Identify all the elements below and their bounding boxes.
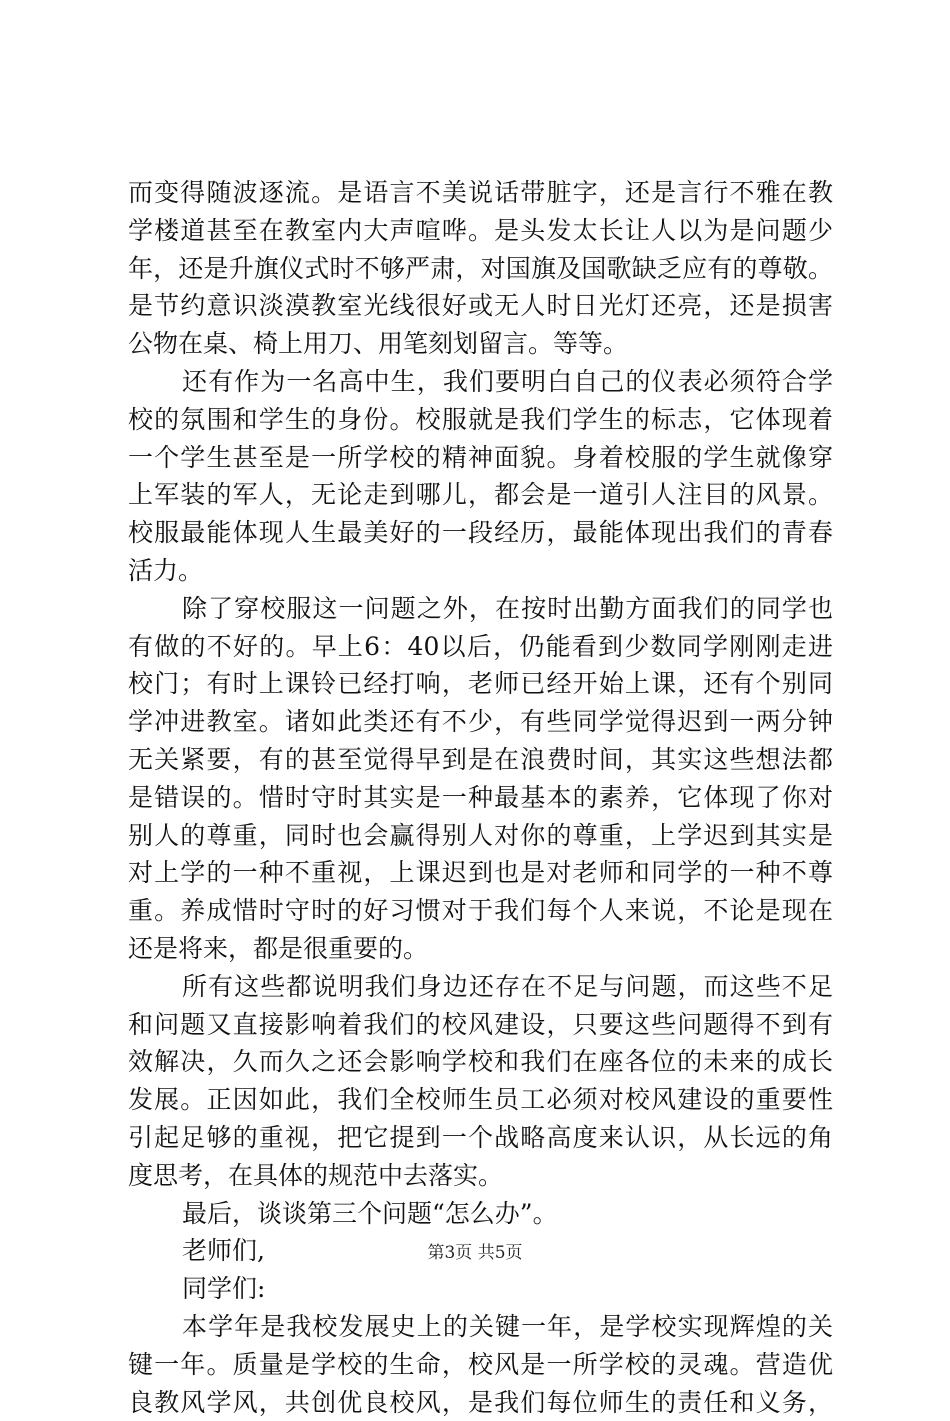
text-line: 对上学的一种不重视，上课迟到也是对老师和同学的一种不尊 — [128, 854, 833, 892]
text-line: 除了穿校服这一问题之外，在按时出勤方面我们的同学也 — [128, 590, 833, 628]
text-line: 还有作为一名高中生，我们要明白自己的仪表必须符合学 — [128, 363, 833, 401]
text-line: 而变得随波逐流。是语言不美说话带脏字，还是言行不雅在教 — [128, 174, 833, 212]
text-line: 老师们, — [128, 1232, 833, 1270]
document-body — [128, 174, 833, 1421]
text-line: 度思考，在具体的规范中去落实。 — [128, 1157, 833, 1195]
text-line: 一个学生甚至是一所学校的精神面貌。身着校服的学生就像穿 — [128, 439, 833, 477]
text-line: 有做的不好的。早上6：40以后，仍能看到少数同学刚刚走进 — [128, 628, 833, 666]
page-footer: 第3页 共5页 — [0, 1242, 950, 1264]
text-line: 无关紧要，有的甚至觉得早到是在浪费时间，其实这些想法都 — [128, 741, 833, 779]
text-line: 最后，谈谈第三个问题“怎么办”。 — [128, 1195, 833, 1233]
text-line: 学冲进教室。诸如此类还有不少，有些同学觉得迟到一两分钟 — [128, 703, 833, 741]
text-line: 年，还是升旗仪式时不够严肃，对国旗及国歌缺乏应有的尊敬。 — [128, 250, 833, 288]
text-line: 还是将来，都是很重要的。 — [128, 930, 833, 968]
text-line: 是节约意识淡漠教室光线很好或无人时日光灯还亮，还是损害 — [128, 287, 833, 325]
text-line: 同学们: — [128, 1270, 833, 1308]
text-line: 校的氛围和学生的身份。校服就是我们学生的标志，它体现着 — [128, 401, 833, 439]
text-line: 是错误的。惜时守时其实是一种最基本的素养，它体现了你对 — [128, 779, 833, 817]
text-line: 和问题又直接影响着我们的校风建设，只要这些问题得不到有 — [128, 1006, 833, 1044]
text-line: 校服最能体现人生最美好的一段经历，最能体现出我们的青春 — [128, 514, 833, 552]
text-line: 良教风学风，共创优良校风，是我们每位师生的责任和义务， — [128, 1384, 833, 1421]
text-line: 键一年。质量是学校的生命，校风是一所学校的灵魂。营造优 — [128, 1346, 833, 1384]
text-line: 公物在桌、椅上用刀、用笔刻划留言。等等。 — [128, 325, 833, 363]
text-line: 校门；有时上课铃已经打响，老师已经开始上课，还有个别同 — [128, 665, 833, 703]
text-line: 别人的尊重，同时也会赢得别人对你的尊重，上学迟到其实是 — [128, 817, 833, 855]
text-line: 本学年是我校发展史上的关键一年，是学校实现辉煌的关 — [128, 1308, 833, 1346]
text-line: 效解决，久而久之还会影响学校和我们在座各位的未来的成长 — [128, 1043, 833, 1081]
text-line: 上军装的军人，无论走到哪儿，都会是一道引人注目的风景。 — [128, 476, 833, 514]
text-line: 重。养成惜时守时的好习惯对于我们每个人来说，不论是现在 — [128, 892, 833, 930]
text-line: 引起足够的重视，把它提到一个战略高度来认识，从长远的角 — [128, 1119, 833, 1157]
text-line: 学楼道甚至在教室内大声喧哗。是头发太长让人以为是问题少 — [128, 212, 833, 250]
text-line: 活力。 — [128, 552, 833, 590]
text-line: 发展。正因如此，我们全校师生员工必须对校风建设的重要性 — [128, 1081, 833, 1119]
text-line: 所有这些都说明我们身边还存在不足与问题，而这些不足 — [128, 968, 833, 1006]
